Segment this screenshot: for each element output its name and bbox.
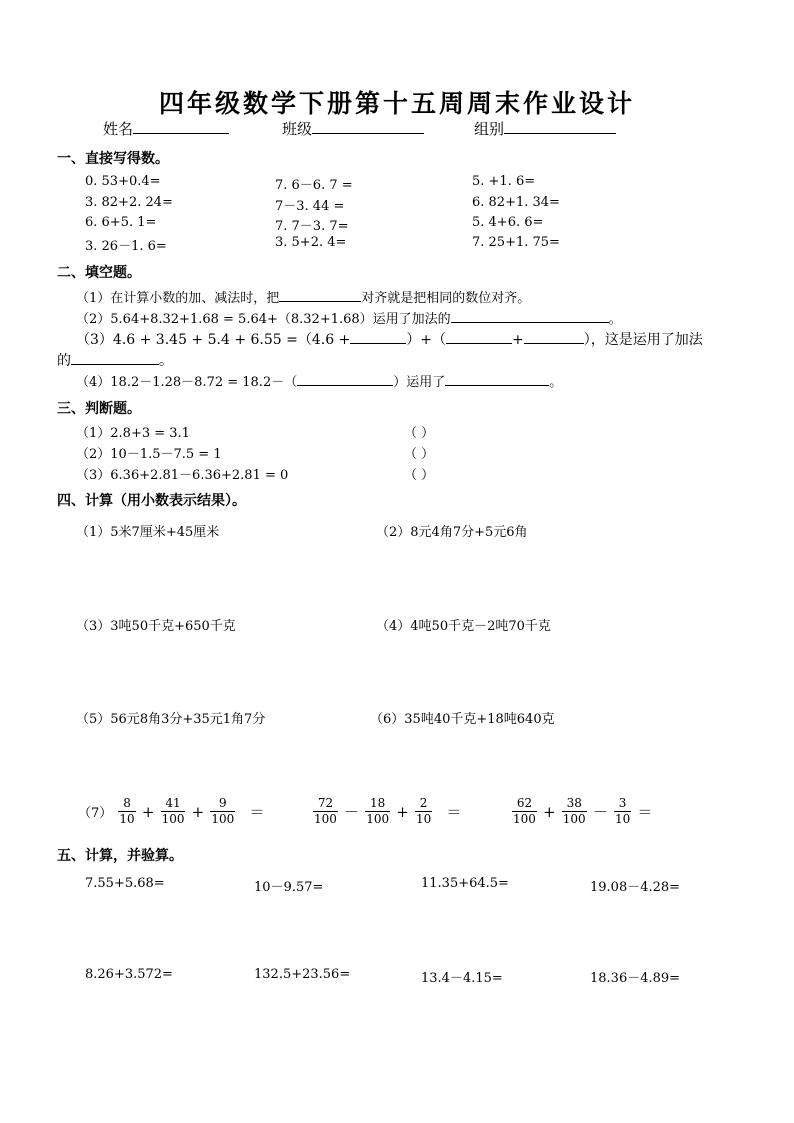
fill-q3 [76,329,703,349]
verify-item: 18.36－4.89= [590,971,681,986]
plus-sign: + [141,802,155,821]
verify-item: 7.55+5.68= [85,876,165,891]
fraction: $\frac{41}{100}$ [161,796,185,826]
s1-item: 3. 5+2. 4= [275,235,347,250]
name-blank[interactable] [133,119,229,134]
fraction: $\frac{18}{100}$ [366,796,390,826]
calc-item-2: （2）8元4角7分+5元6角 [376,525,528,540]
fraction-row-a [76,796,266,827]
fraction-row-c [512,796,654,827]
q2-blank[interactable] [451,308,609,323]
fill-q1 [76,287,530,306]
q7-label: （7） [78,806,113,821]
s1-item: 3. 82+2. 24= [85,195,173,210]
q3-text-e: 的 [57,353,71,369]
judge-bracket-3[interactable]: （ ） [404,468,435,483]
q3-blank-4[interactable] [71,350,159,365]
fraction: $\frac{3}{10}$ [614,796,631,826]
q1-text-b: 对齐就是把相同的数位对齐。 [361,291,531,306]
q2-text-b: 。 [608,312,622,327]
q4-blank-1[interactable] [297,371,393,386]
section4-heading: 四、计算（用小数表示结果）。 [57,493,246,509]
calc-item-4: （4）4吨50千克－2吨70千克 [376,619,551,634]
verify-item: 11.35+64.5= [421,876,509,891]
s1-item: 6. 6+5. 1= [85,215,157,230]
fill-q4 [76,371,562,390]
q4-text-a: （4）18.2－1.28－8.72 = 18.2－（ [76,375,298,390]
fraction: $\frac{72}{100}$ [314,796,337,826]
minus-sign: － [592,803,608,821]
section2-heading: 二、填空题。 [57,265,141,281]
minus-sign: － [344,803,360,821]
judge-item-3: （3）6.36+2.81－6.36+2.81 = 0 [76,468,289,483]
verify-item: 13.4－4.15= [421,971,503,986]
s1-item: 7. 6－6. 7 = [275,178,353,193]
q4-blank-2[interactable] [445,371,549,386]
class-label: 班级 [282,120,313,138]
s1-item: 7. 7－3. 7= [275,219,349,234]
equals-sign: ＝ [249,803,265,821]
fill-q3-cont [57,350,173,370]
q4-text-c: 。 [549,375,563,390]
q3-text-f: 。 [159,353,173,369]
judge-bracket-1[interactable]: （ ） [404,426,435,441]
fraction: $\frac{8}{10}$ [119,796,135,826]
s1-item: 7. 25+1. 75= [472,235,560,250]
s1-item: 7－3. 44 = [275,199,345,214]
verify-item: 19.08－4.28= [590,880,681,895]
q1-text-a: （1）在计算小数的加、减法时，把 [76,291,280,306]
calc-item-1: （1）5米7厘米+45厘米 [76,525,220,540]
group-label: 组别 [474,120,505,138]
fill-q2 [76,308,622,327]
calc-item-5: （5）56元8角3分+35元1角7分 [76,712,266,727]
judge-item-2: （2）10－1.5－7.5 = 1 [76,447,222,462]
s1-item: 3. 26－1. 6= [85,239,167,254]
calc-item-6: （6）35吨40千克+18吨640克 [370,712,555,727]
verify-item: 10－9.57= [254,880,324,895]
section1-heading: 一、直接写得数。 [57,151,169,167]
q3-text-b: ）+（ [406,332,447,348]
plus-sign: + [543,802,556,821]
s1-item: 5. +1. 6= [472,174,536,189]
q3-blank-2[interactable] [446,329,512,344]
s1-item: 0. 53+0.4= [85,174,161,189]
q3-blank-1[interactable] [350,329,406,344]
judge-item-1: （1）2.8+3 = 3.1 [76,426,190,441]
fraction: $\frac{38}{100}$ [562,796,586,826]
verify-item: 8.26+3.572= [85,967,173,982]
q3-text-a: （3）4.6 + 3.45 + 5.4 + 6.55 =（4.6 + [76,332,351,348]
calc-item-3: （3）3吨50千克+650千克 [76,619,236,634]
class-field[interactable] [282,118,424,139]
verify-item: 132.5+23.56= [254,967,351,982]
group-blank[interactable] [504,119,616,134]
page-title: 四年级数学下册第十五周周末作业设计 [158,89,635,118]
fraction-row-b [313,796,463,827]
judge-bracket-2[interactable]: （ ） [404,447,435,462]
fraction: $\frac{62}{100}$ [513,796,536,826]
equals-sign: ＝ [446,803,462,821]
q3-text-c: + [512,332,524,348]
q3-text-d: ），这是运用了加法 [583,332,703,348]
s1-item: 6. 82+1. 34= [472,195,560,210]
section3-heading: 三、判断题。 [57,401,141,417]
name-field[interactable] [103,118,229,139]
equals-sign: ＝ [637,803,653,821]
section5-heading: 五、计算，并验算。 [57,848,183,864]
plus-sign: + [396,802,409,821]
q1-blank[interactable] [279,287,361,302]
plus-sign: + [191,802,205,821]
q3-blank-3[interactable] [524,329,584,344]
name-label: 姓名 [103,120,134,138]
class-blank[interactable] [312,119,424,134]
q2-text-a: （2）5.64+8.32+1.68 = 5.64+（8.32+1.68）运用了加法的 [76,312,451,327]
q4-text-b: ）运用了 [393,375,446,390]
fraction: $\frac{9}{100}$ [211,796,235,826]
s1-item: 5. 4+6. 6= [472,215,544,230]
group-field[interactable] [474,118,616,139]
fraction: $\frac{2}{10}$ [415,796,432,826]
